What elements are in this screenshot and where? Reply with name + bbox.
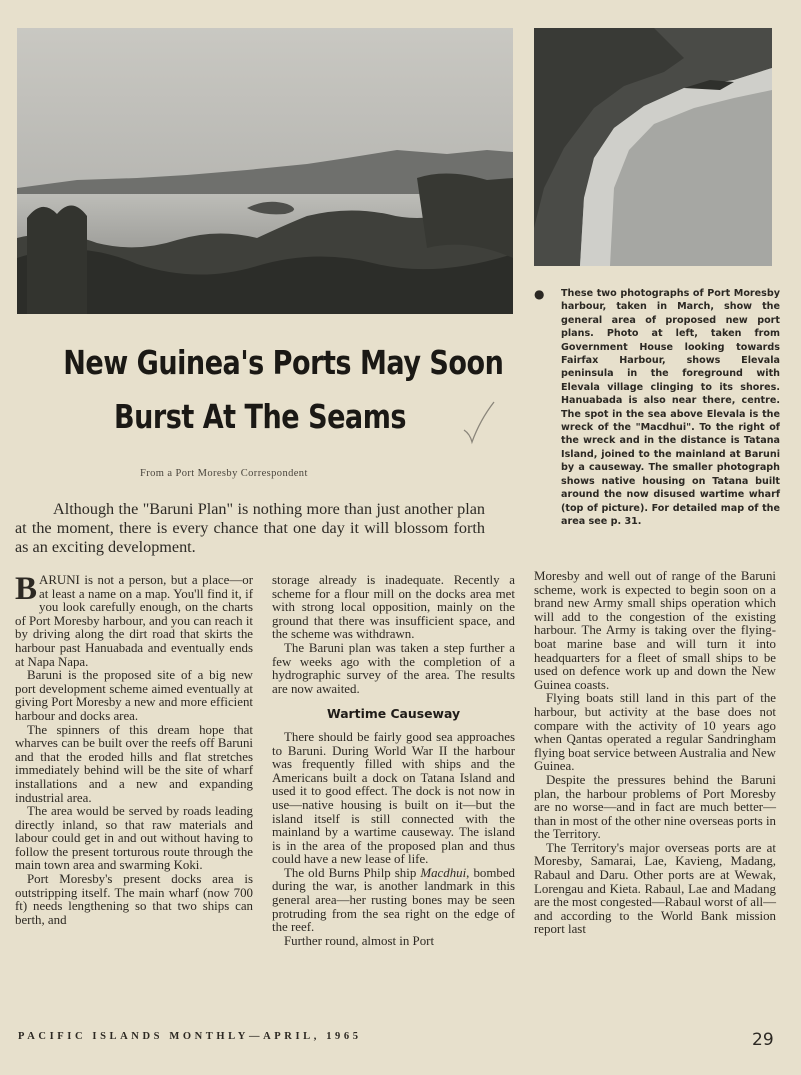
paragraph: Port Moresby's present docks area is outstripping itself. The main wharf (now 700 ft) needs lengthening so that two ships can berth, and [15, 872, 253, 927]
article-column-3 [534, 570, 776, 937]
paragraph: Baruni is the proposed site of a big new port development scheme aimed eventually at giving Port Moresby a new and more efficient harbour and docks area. [15, 668, 253, 723]
paragraph-text: ARUNI is not a person, but a place—or at least a name on a map. You'll find it, if you look carefully enough, on the charts of Port Moresby harbour, and you can reach it by driving along the dirt road that skirts the harbour past Hanuabada and eventually ends at Napa Napa. [15, 573, 253, 669]
paragraph: storage already is inadequate. Recently a scheme for a flour mill on the docks area met with strong local opposition, mainly on the ground that there was insufficient space, and the scheme was withdrawn. [272, 573, 515, 642]
paragraph: The area would be served by roads leading directly inland, so that raw materials and labour could get in and out without having to follow the present torturous route through the main town area and swarming Koki. [15, 804, 253, 873]
paragraph: The spinners of this dream hope that wharves can be built over the reefs off Baruni and that the eroded hills and flat stretches immediately behind will be the site of wharf installations and a new and expanding industrial area. [15, 722, 253, 805]
harbour-photo-small [534, 28, 772, 266]
paragraph: The Baruni plan was taken a step further a few weeks ago with the completion of a hydrographic survey of the area. The results are now awaited. [272, 640, 515, 696]
check-mark-icon [458, 400, 498, 446]
page-footer: PACIFIC ISLANDS MONTHLY—APRIL, 1965 [18, 1031, 362, 1042]
caption-bullet-icon: ● [534, 287, 545, 301]
headline-line-2: Burst At The Seams [113, 397, 407, 436]
drop-cap: B [15, 571, 38, 607]
headline-line-1: New Guinea's Ports May Soon [63, 343, 504, 382]
paragraph: Despite the pressures behind the Baruni plan, the harbour problems of Port Moresby are no worse—and in fact are much better—than in most of the other nine overseas ports in the Territory. [534, 772, 776, 842]
paragraph: There should be fairly good sea approaches to Baruni. During World War II the harbour was frequently filled with ships and the Americans built a dock on Tatana Island and used it to good effect. The dock is not now in use—native housing is built on it—but the island itself is still connected with the mainland by a wartime causeway. The island is in the area of the proposed plan and thus could have a new lease of life. [272, 729, 515, 867]
headline [63, 336, 504, 444]
paragraph [272, 867, 515, 935]
paragraph: Further round, almost in Port [284, 933, 435, 948]
ship-name: Macdhui [420, 865, 467, 880]
paragraph: The Territory's major overseas ports are at Moresby, Samarai, Lae, Kavieng, Madang, Rabaul and Daru. Other ports are at Wewak, Lorengau and Kieta. Rabaul, Lae and Madang are the most congested—Rabaul worst of all—and according to the World Bank mission report last [534, 840, 776, 937]
article-column-1 [15, 571, 253, 927]
paragraph-text: , bombed during the war, is another landmark in this general area—her rusting bones may be seen protruding from the sea right on the edge of the reef. [272, 865, 515, 935]
paragraph: Flying boats still land in this part of the harbour, but activity at the base does not compare with the activity of 10 years ago when Qantas operated a regular Sandringham flying boat service between Australia and New Guinea. [534, 691, 776, 774]
paragraph-text: The old Burns Philp ship [284, 865, 417, 880]
caption-text: These two photographs of Port Moresby harbour, taken in March, show the general area of proposed new port plans. Photo at left, taken from Government House looking towards Fairfax Harbour, shows Elevala peninsula in the foreground with Elevala village clinging to its shores. Hanuabada is also near there, centre. The spot in the sea above Elevala is the wreck of the "Macdhui". To the right of the wreck and in the distance is Tatana Island, joined to the mainland at Baruni by a causeway. The smaller photograph shows native housing on Tatana built around the now disused wartime wharf (top of picture). For detailed map of the area see p. 31. [561, 288, 780, 527]
paragraph: Moresby and well out of range of the Baruni scheme, work is expected to begin soon on a brand new Army small ships operation which will add to the congestion of the existing harbour. The Army is taking over the flying-boat marine base and will turn it into headquarters for a fleet of small ships to be used on defence work up and down the New Guinea coasts. [534, 569, 776, 692]
byline: From a Port Moresby Correspondent [140, 468, 308, 479]
photo-caption [534, 287, 780, 528]
standfirst-text: Although the "Baruni Plan" is nothing more than just another plan at the moment, there is every chance that one day it will blossom forth as an exciting development. [15, 500, 485, 556]
subheading: Wartime Causeway [326, 706, 461, 722]
harbour-photo-main [17, 28, 513, 314]
paragraph [15, 571, 253, 669]
page-number: 29 [752, 1030, 774, 1050]
article-column-2 [272, 574, 515, 948]
standfirst [15, 500, 485, 557]
